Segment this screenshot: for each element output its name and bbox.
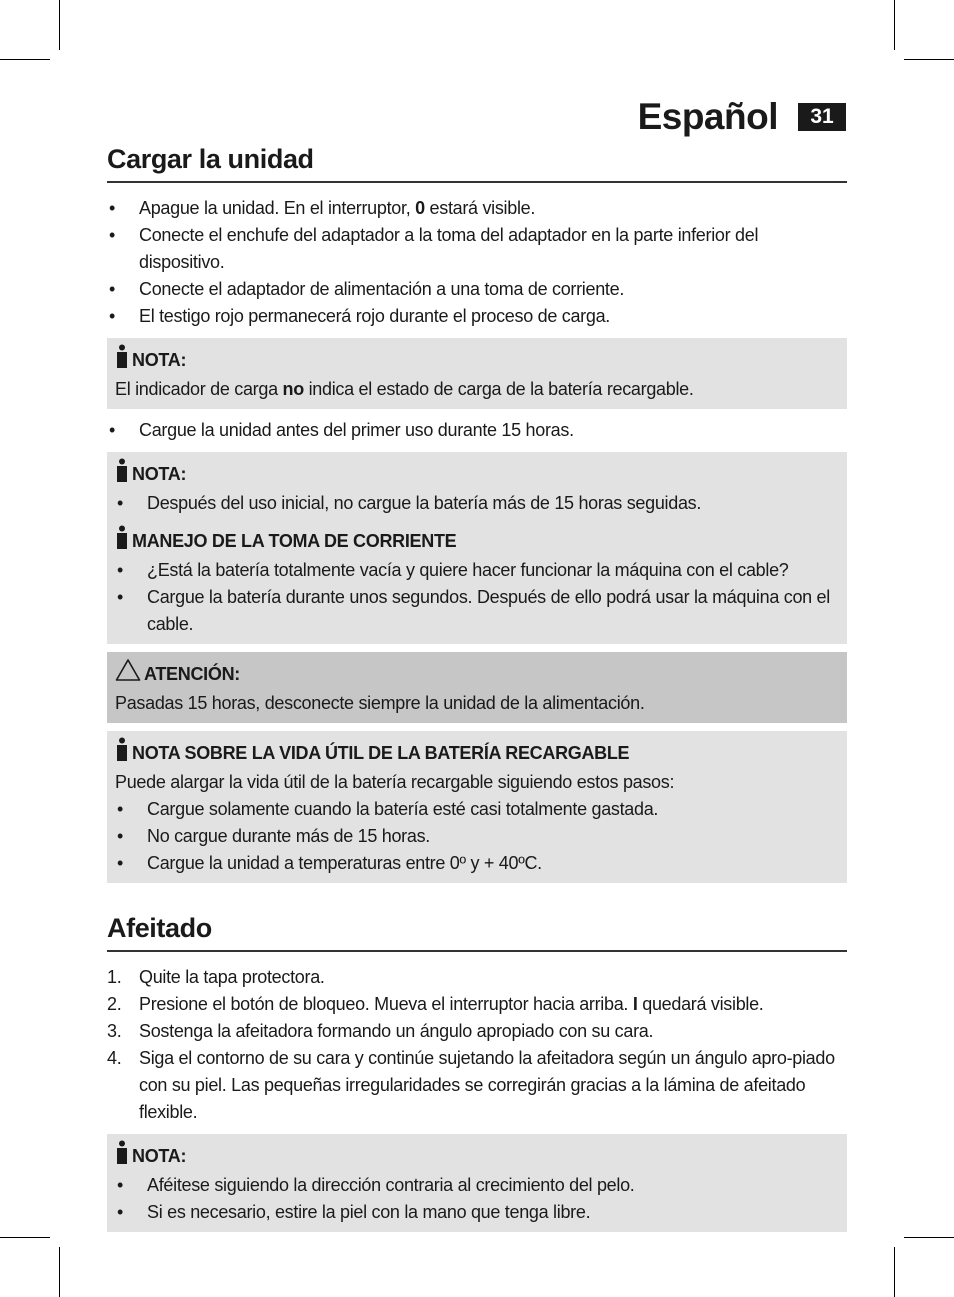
note-header: NOTA:	[115, 1140, 839, 1172]
list-item: • Cargue la unidad antes del primer uso durante 15 horas.	[109, 420, 574, 440]
note-list	[115, 1172, 839, 1226]
warning-triangle-icon	[115, 658, 141, 690]
list-item: • Conecte el enchufe del adaptador a la toma del adaptador en la parte inferior del dispositivo.	[109, 225, 759, 272]
note-box	[107, 452, 847, 644]
info-icon	[115, 458, 129, 490]
page-content	[107, 144, 847, 1240]
note-header: NOTA SOBRE LA VIDA ÚTIL DE LA BATERÍA RECARGABLE	[115, 737, 839, 769]
info-icon	[115, 344, 129, 376]
info-icon	[115, 737, 129, 769]
note-header: NOTA:	[115, 344, 839, 376]
note-box	[107, 731, 847, 883]
list-item: • Si es necesario, estire la piel con la mano que tenga libre.	[117, 1202, 591, 1222]
list-item: • Aféitese siguiendo la dirección contraria al crecimiento del pelo.	[117, 1175, 635, 1195]
list-item: 3. Sostenga la afeitadora formando un ángulo apropiado con su cara.	[107, 1021, 654, 1041]
crop-mark	[894, 1247, 895, 1297]
note-list	[115, 490, 839, 517]
charging-steps	[107, 195, 847, 330]
crop-mark	[0, 59, 50, 60]
list-item: • Apague la unidad. En el interruptor, 0 estará visible.	[109, 198, 536, 218]
info-icon	[115, 525, 129, 557]
list-item: • Conecte el adaptador de alimentación a una toma de corriente.	[109, 279, 625, 299]
list-item: • Cargue la batería durante unos segundos. Después de ello podrá usar la máquina con el cable.	[117, 587, 830, 634]
shaving-steps	[107, 964, 847, 1126]
list-item: • Cargue la unidad a temperaturas entre 0º y + 40ºC.	[117, 853, 542, 873]
info-icon	[115, 1140, 129, 1172]
section-title-cargar: Cargar la unidad	[107, 144, 847, 183]
note-text: El indicador de carga no indica el estado de carga de la batería recargable.	[115, 379, 694, 399]
list-item: • ¿Está la batería totalmente vacía y quiere hacer funcionar la máquina con el cable?	[117, 560, 789, 580]
page-header	[638, 96, 846, 138]
note-intro: Puede alargar la vida útil de la batería recargable siguiendo estos pasos:	[115, 772, 675, 792]
crop-mark	[904, 59, 954, 60]
crop-mark	[894, 0, 895, 50]
note-box	[107, 1134, 847, 1232]
list-item: 4. Siga el contorno de su cara y continúe sujetando la afeitadora según un ángulo apro-piado con su piel. Las pequeñas irregularidades se corregirán gracias a la lámina de afeitado flexible.	[107, 1048, 835, 1122]
crop-mark	[904, 1237, 954, 1238]
note-box	[107, 338, 847, 409]
note-list	[115, 557, 839, 638]
section-title-afeitado: Afeitado	[107, 913, 847, 952]
attention-text: Pasadas 15 horas, desconecte siempre la unidad de la alimentación.	[115, 693, 645, 713]
list-item: 1. Quite la tapa protectora.	[107, 967, 325, 987]
charging-steps-2	[107, 417, 847, 444]
language-title: Español	[637, 96, 778, 137]
crop-mark	[59, 0, 60, 50]
list-item: • No cargue durante más de 15 horas.	[117, 826, 430, 846]
list-item: 2. Presione el botón de bloqueo. Mueva el interruptor hacia arriba. I quedará visible.	[107, 994, 764, 1014]
crop-mark	[0, 1237, 50, 1238]
note-subheader: MANEJO DE LA TOMA DE CORRIENTE	[115, 525, 839, 557]
page-number: 31	[798, 103, 846, 131]
note-list	[115, 796, 839, 877]
attention-header: ATENCIÓN:	[115, 658, 839, 690]
crop-mark	[59, 1247, 60, 1297]
list-item: • El testigo rojo permanecerá rojo durante el proceso de carga.	[109, 306, 610, 326]
note-header: NOTA:	[115, 458, 839, 490]
attention-box	[107, 652, 847, 723]
list-item: • Cargue solamente cuando la batería esté casi totalmente gastada.	[117, 799, 659, 819]
list-item: • Después del uso inicial, no cargue la batería más de 15 horas seguidas.	[117, 493, 702, 513]
